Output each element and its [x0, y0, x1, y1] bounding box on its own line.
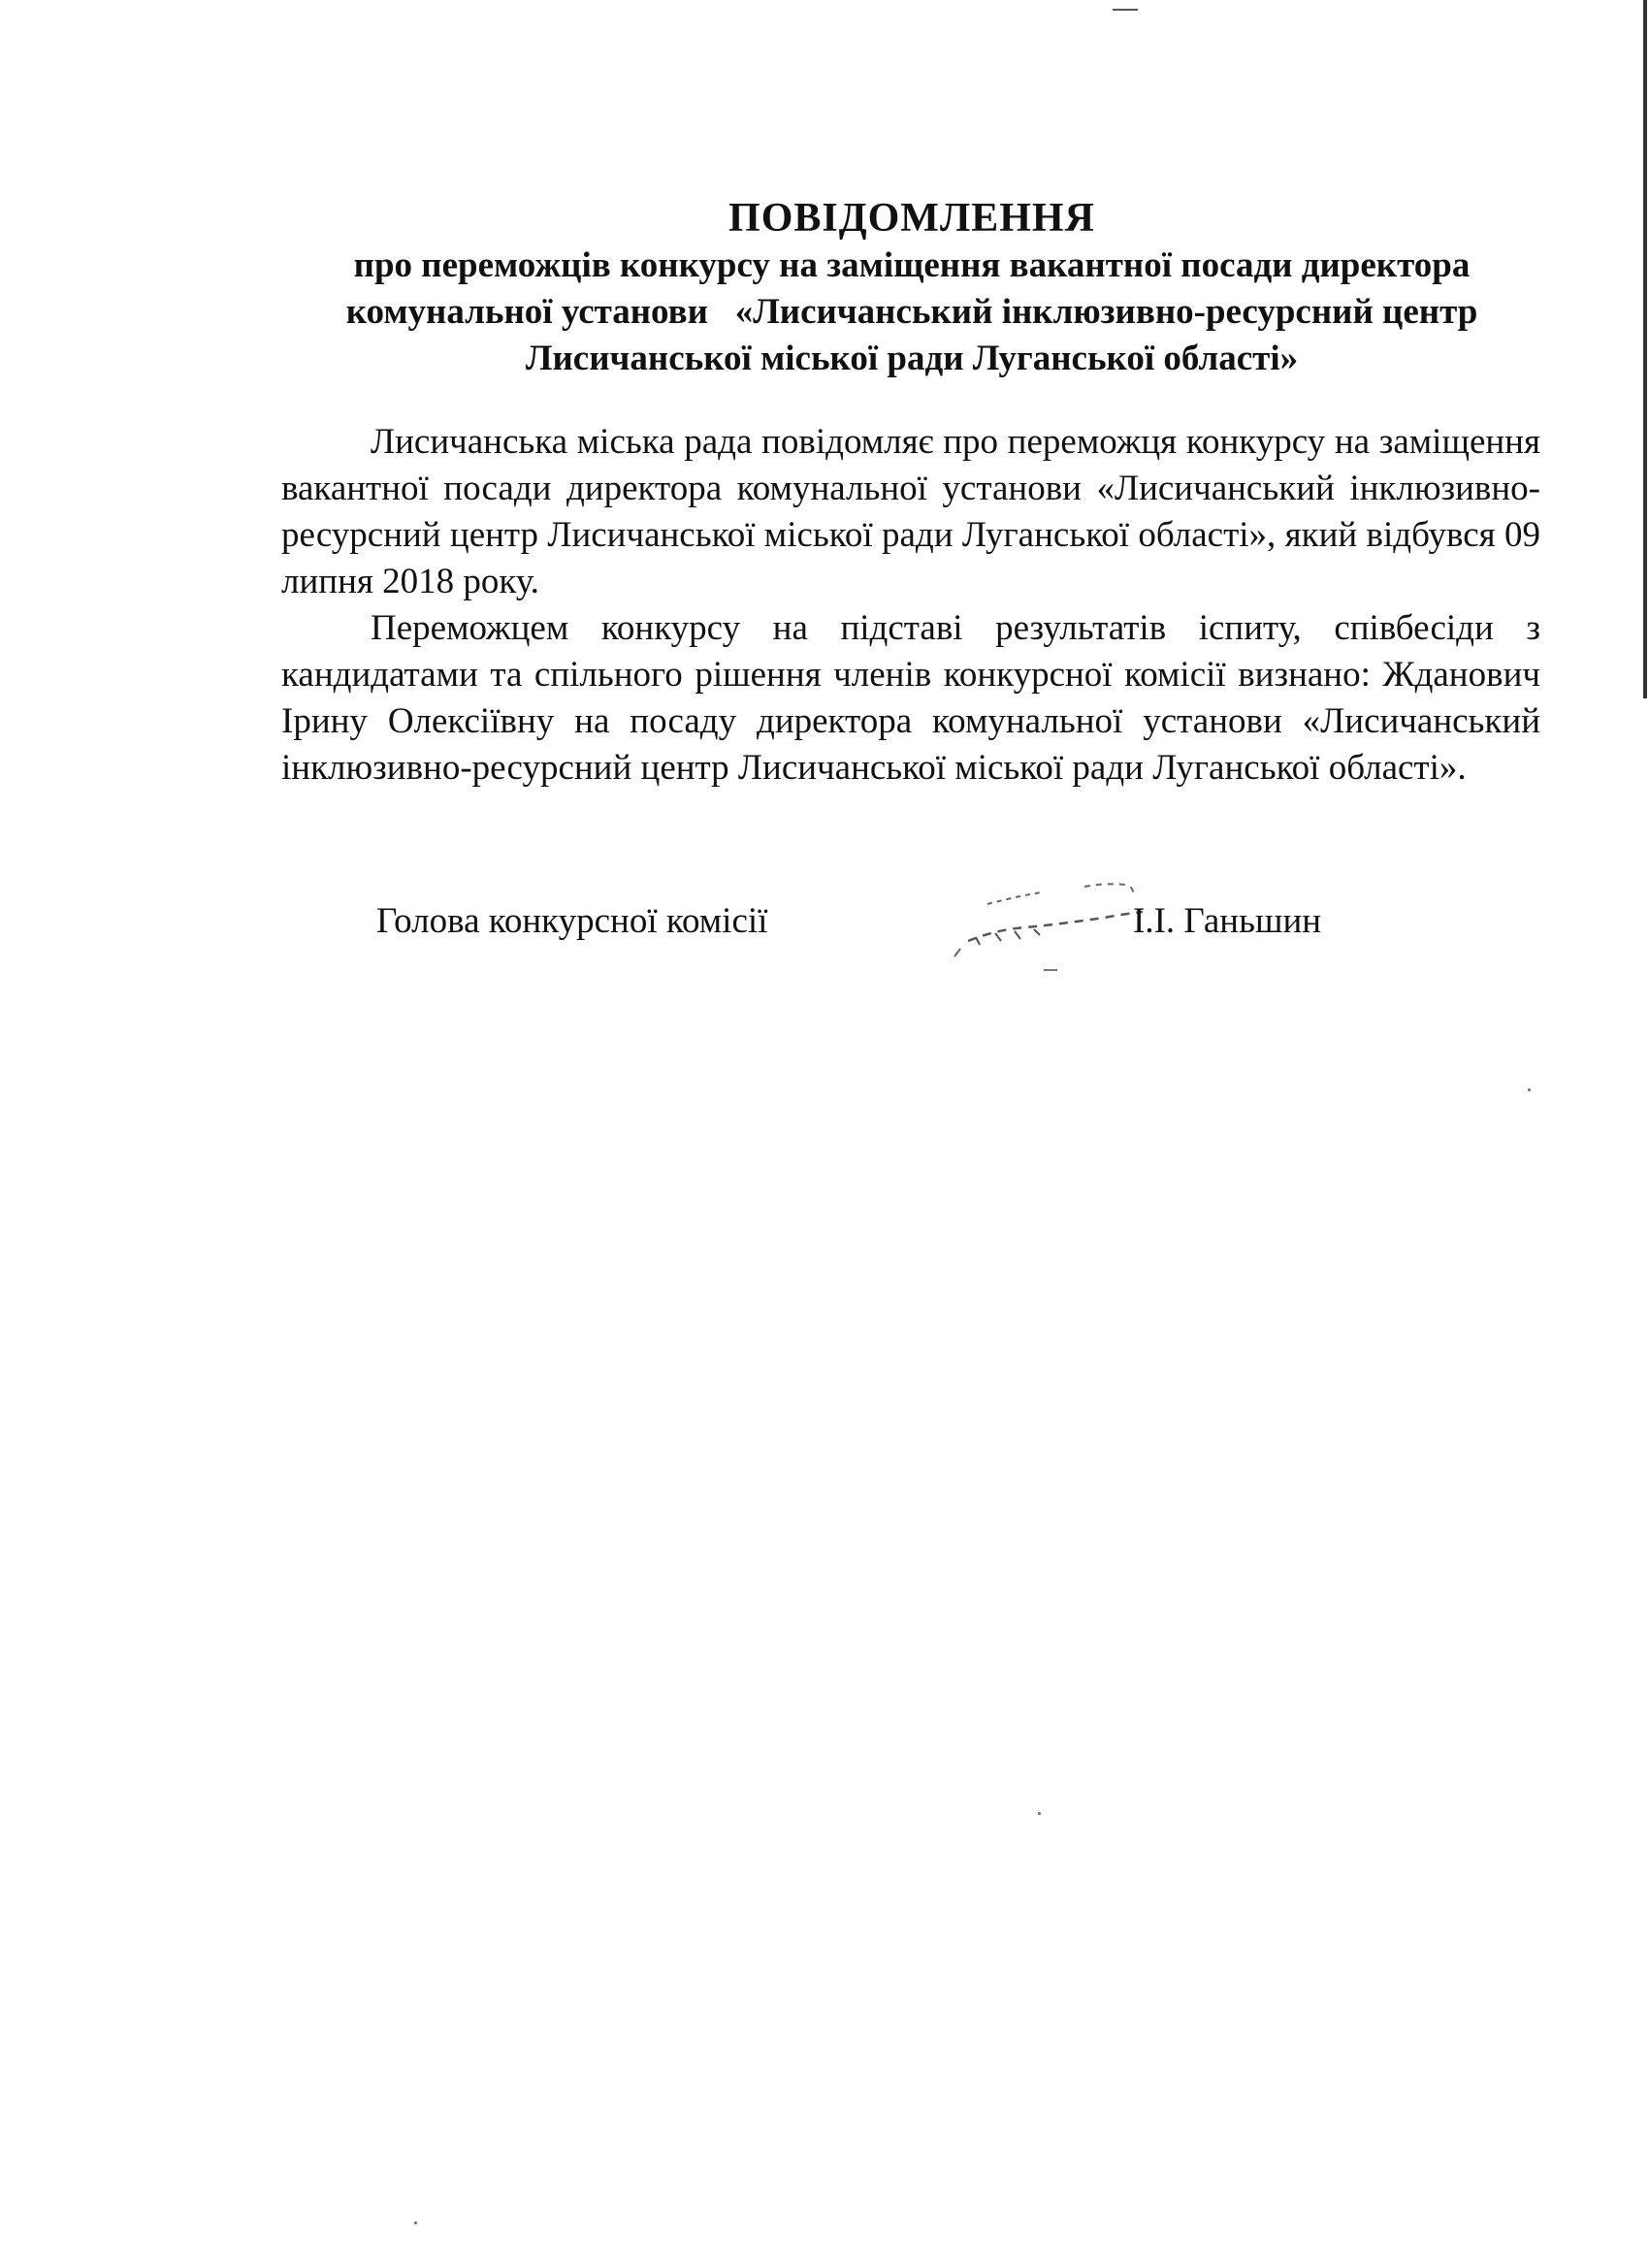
- notice-body: [281, 419, 1540, 792]
- notice-subtitle-line: комунальної установи «Лисичанський інклюзивно-ресурсний центр: [345, 292, 1478, 332]
- signatory-role: Голова конкурсної комісії: [376, 901, 768, 941]
- scan-speck: [1038, 1812, 1041, 1815]
- signature-block: [376, 898, 1540, 976]
- scan-speck: [414, 2221, 417, 2224]
- scan-edge-line: [1643, 0, 1647, 698]
- scan-speck: [1528, 1088, 1531, 1091]
- notice-title: ПОВІДОМЛЕННЯ: [728, 196, 1095, 241]
- signatory-name: І.І. Ганьшин: [1133, 901, 1322, 941]
- handwritten-signature: [871, 848, 1162, 984]
- body-paragraph: Лисичанська міська рада повідомляє про переможця конкурсу на заміщення вакантної посади директора комунальної установи «Лисичанський інклюзивно-ресурсний центр Лисичанської міської ради Луганської області», який відбувся 09 липня 2018 року.: [281, 422, 1540, 601]
- body-paragraph: Переможцем конкурсу на підставі результатів іспиту, співбесіди з кандидатами та спільного рішення членів конкурсної комісії визнано: Жданович Ірину Олексіївну на посаду директора комунальної установи «Лисичанський інклюзивно-ресурсний центр Лисичанської міської ради Луганської області».: [281, 608, 1540, 788]
- scan-mark: [1113, 9, 1138, 11]
- notice-header: [233, 194, 1591, 382]
- notice-subtitle-line: Лисичанської міської ради Луганської області»: [525, 339, 1299, 378]
- notice-subtitle-line: про переможців конкурсу на заміщення вакантної посади директора: [353, 245, 1471, 285]
